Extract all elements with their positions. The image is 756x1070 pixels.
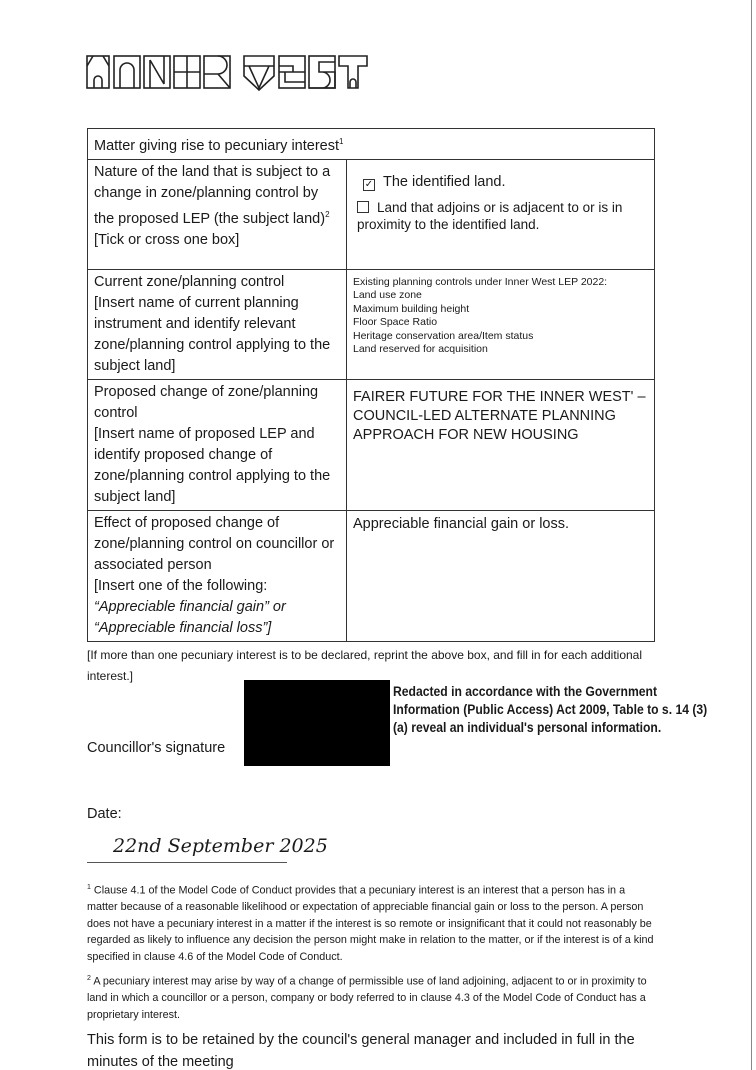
footnote-ref: 1 xyxy=(339,137,344,146)
option-label: The identified land. xyxy=(383,173,506,190)
row-note: [Tick or cross one box] xyxy=(94,231,240,248)
footnote-text: Clause 4.1 of the Model Code of Conduct provides that a pecuniary interest is an interest that a person has in a matter because of a reasonable likelihood or expectation of appreciable financial gain or loss to the person. A person does not have a pecuniary interest in a matter if the interest is so remote or insignificant that it could not reasonably be regarded as likely to influence any decision the person might make in relation to the matter, or if the interest is of a kind specified in clause 4.6 of the Model Code of Conduct. xyxy=(87,884,654,963)
row-label: Effect of proposed change of zone/planning control on councillor or associated person xyxy=(94,514,335,573)
footnote-1 xyxy=(87,880,657,965)
handwritten-date: 22nd September 2025 xyxy=(113,835,328,857)
row-note: [Insert name of current planning instrument and identify relevant zone/planning control applying to the subject land] xyxy=(94,294,331,374)
control-line: Heritage conservation area/Item status xyxy=(353,329,534,342)
option-label: Land that adjoins or is adjacent to or is in proximity to the identified land. xyxy=(357,199,623,232)
control-line: Floor Space Ratio xyxy=(353,316,438,329)
effect-value: Appreciable financial gain or loss. xyxy=(347,510,655,641)
footnote-ref: 2 xyxy=(325,209,330,219)
row-note: “Appreciable financial gain” or “Appreciable financial loss”] xyxy=(94,598,286,636)
reprint-note: [If more than one pecuniary interest is to be declared, reprint the above box, and fill in for each additional interest.] xyxy=(87,648,642,683)
row-label: Proposed change of zone/planning control xyxy=(94,383,319,421)
row-label: Nature of the land that is subject to a change in zone/planning control by the proposed LEP (the subject land) xyxy=(94,163,331,227)
control-line: Existing planning controls under Inner West LEP 2022: xyxy=(353,275,608,288)
footnote-mark: 2 xyxy=(87,975,91,982)
option-identified-land[interactable] xyxy=(363,172,648,193)
control-line: Land use zone xyxy=(353,289,422,302)
subject-land-options xyxy=(347,159,655,269)
date-line xyxy=(87,862,287,863)
inner-west-logo xyxy=(86,52,368,97)
footnote-mark: 1 xyxy=(87,884,91,891)
checkbox-empty-icon[interactable] xyxy=(357,201,369,213)
header-text: Matter giving rise to pecuniary interest xyxy=(94,137,339,154)
current-zone-value xyxy=(347,269,655,379)
control-line: Land reserved for acquisition xyxy=(353,343,488,356)
table-header xyxy=(88,129,655,160)
date-label: Date: xyxy=(87,806,122,822)
footnote-text: A pecuniary interest may arise by way of a change of permissible use of land adjoining, adjacent to or in proximity to land in which a councillor or a person, company or body referred to in clause 4.3 of the Model Code of Conduct has a proprietary interest. xyxy=(87,975,647,1021)
page-edge xyxy=(751,0,752,1070)
row-label: Current zone/planning control xyxy=(94,273,285,290)
control-line: Maximum building height xyxy=(353,302,470,315)
effect-label xyxy=(88,510,347,641)
row-note: [Insert name of proposed LEP and identify proposed change of zone/planning control applying to the subject land] xyxy=(94,425,331,505)
redaction-notice: Redacted in accordance with the Government Information (Public Access) Act 2009, Table to s. 14 (3) (a) reveal an individual's personal information. xyxy=(393,684,708,735)
redacted-signature xyxy=(244,680,390,766)
proposed-change-value: FAIRER FUTURE FOR THE INNER WEST' – COUNCIL-LED ALTERNATE PLANNING APPROACH FOR NEW HOUSING xyxy=(347,379,655,510)
signature-label: Councillor's signature xyxy=(87,740,226,756)
subject-land-label xyxy=(88,159,347,269)
proposed-change-label xyxy=(88,379,347,510)
footnote-2 xyxy=(87,971,657,1023)
option-adjoining-land[interactable] xyxy=(357,199,648,233)
checkbox-checked-icon[interactable]: ✓ xyxy=(364,178,374,190)
retention-notice: This form is to be retained by the council's general manager and included in full in the minutes of the meeting xyxy=(87,1032,635,1070)
row-note: [Insert one of the following: xyxy=(94,577,268,594)
pecuniary-interest-table xyxy=(87,128,655,642)
current-zone-label xyxy=(88,269,347,379)
